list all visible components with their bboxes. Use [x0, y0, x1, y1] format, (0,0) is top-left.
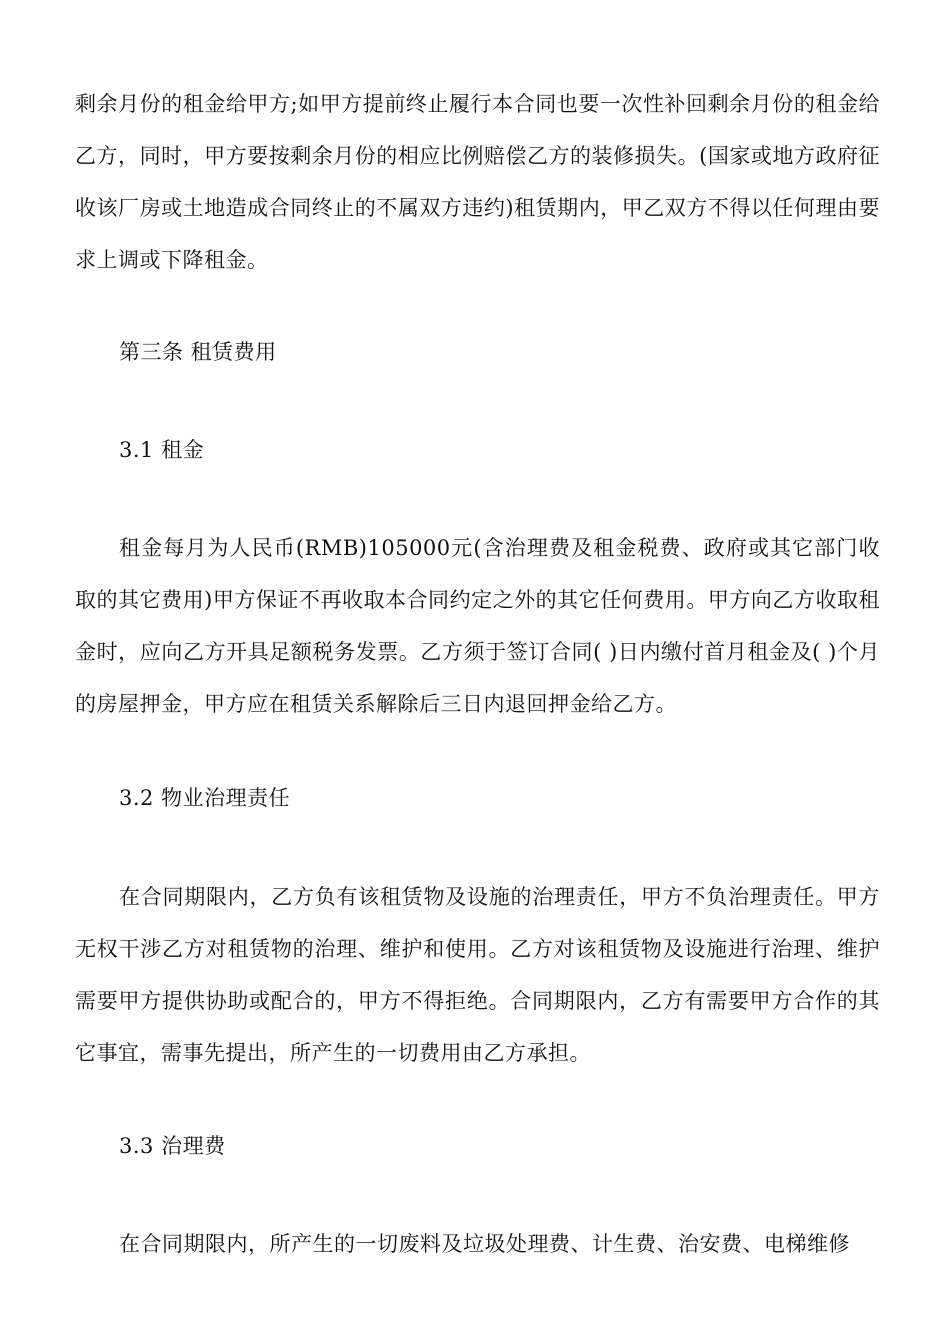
- article-3-heading: 第三条 租赁费用: [119, 340, 277, 364]
- section-3-2-body: 在合同期限内，乙方负有该租赁物及设施的治理责任，甲方不负治理责任。甲方无权干涉乙方对租赁物的治理、维护和使用。乙方对该租赁物及设施进行治理、维护需要甲方提供协助或配合的，甲方不得拒绝。合同期限内，乙方有需要甲方合作的其它事宜，需事先提出，所产生的一切费用由乙方承担。: [75, 885, 880, 1065]
- section-3-3-heading: 3.3 治理费: [119, 1134, 226, 1158]
- paragraph-rent-termination: 剩余月份的租金给甲方;如甲方提前终止履行本合同也要一次性补回剩余月份的租金给乙方，同时，甲方要按剩余月份的相应比例赔偿乙方的装修损失。(国家或地方政府征收该厂房或土地造成合同终止的不属双方违约)租赁期内，甲乙双方不得以任何理由要求上调或下降租金。: [75, 92, 880, 272]
- section-3-2-heading: 3.2 物业治理责任: [119, 786, 291, 810]
- section-3-3-body: 在合同期限内，所产生的一切废料及垃圾处理费、计生费、治安费、电梯维修: [119, 1232, 850, 1256]
- section-3-1-heading: 3.1 租金: [119, 438, 205, 462]
- section-3-1-body: 租金每月为人民币(RMB)105000元(含治理费及租金税费、政府或其它部门收取的其它费用)甲方保证不再收取本合同约定之外的其它任何费用。甲方向乙方收取租金时，应向乙方开具足额税务发票。乙方须于签订合同( )日内缴付首月租金及( )个月的房屋押金，甲方应在租赁关系解除后三日内退回押金给乙方。: [75, 536, 880, 716]
